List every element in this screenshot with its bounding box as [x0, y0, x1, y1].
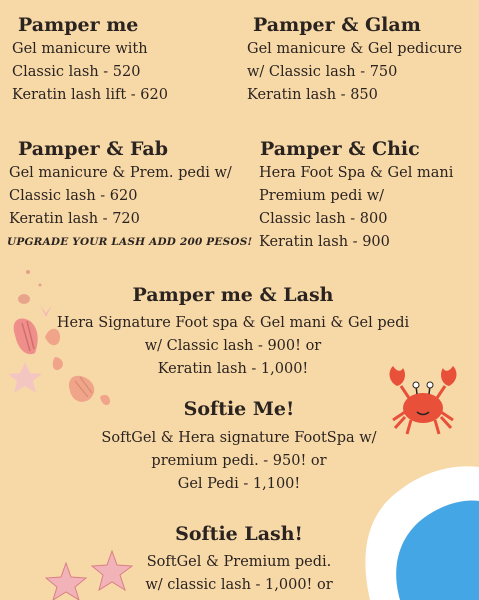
softie-me-title: Softie Me! — [183, 398, 295, 420]
pamper-chic-title: Pamper & Chic — [260, 138, 420, 160]
softie-lash-line-2: w/ classic lash - 1,000! or — [145, 577, 333, 593]
pamper-chic-line-1: Hera Foot Spa & Gel mani — [259, 165, 454, 181]
pamper-me-title: Pamper me — [18, 14, 139, 36]
pamper-glam-title: Pamper & Glam — [253, 14, 421, 36]
pamper-fab-title: Pamper & Fab — [18, 138, 169, 160]
pamper-lash-line-3: Keratin lash - 1,000! — [157, 361, 309, 377]
pamper-lash-line-1: Hera Signature Foot spa & Gel mani & Gel pedi — [56, 315, 410, 331]
softie-lash-line-1: SoftGel & Premium pedi. — [146, 554, 332, 570]
pamper-glam-line-3: Keratin lash - 850 — [247, 87, 378, 103]
pamper-chic-line-2: Premium pedi w/ — [259, 188, 385, 204]
pamper-fab-line-1: Gel manicure & Prem. pedi w/ — [9, 165, 232, 181]
softie-me-line-2: premium pedi. - 950! or — [151, 453, 327, 469]
softie-me-line-1: SoftGel & Hera signature FootSpa w/ — [101, 430, 377, 446]
pamper-me-line-3: Keratin lash lift - 620 — [12, 87, 168, 103]
pamper-chic-line-3: Classic lash - 800 — [259, 211, 388, 227]
pamper-glam-line-1: Gel manicure & Gel pedicure — [247, 41, 463, 57]
pamper-chic-line-4: Keratin lash - 900 — [259, 234, 390, 250]
pamper-me-line-2: Classic lash - 520 — [12, 64, 141, 80]
pamper-glam-line-2: w/ Classic lash - 750 — [247, 64, 398, 80]
softie-me-line-3: Gel Pedi - 1,100! — [177, 476, 301, 492]
pamper-me-line-1: Gel manicure with — [12, 41, 148, 57]
softie-lash-title: Softie Lash! — [175, 523, 303, 545]
pamper-fab-line-2: Classic lash - 620 — [9, 188, 138, 204]
pamper-fab-line-3: Keratin lash - 720 — [9, 211, 140, 227]
pamper-lash-title: Pamper me & Lash — [132, 284, 334, 306]
pamper-lash-line-2: w/ Classic lash - 900! or — [144, 338, 322, 354]
upgrade-lash-note: UPGRADE YOUR LASH ADD 200 PESOS! — [7, 236, 253, 248]
